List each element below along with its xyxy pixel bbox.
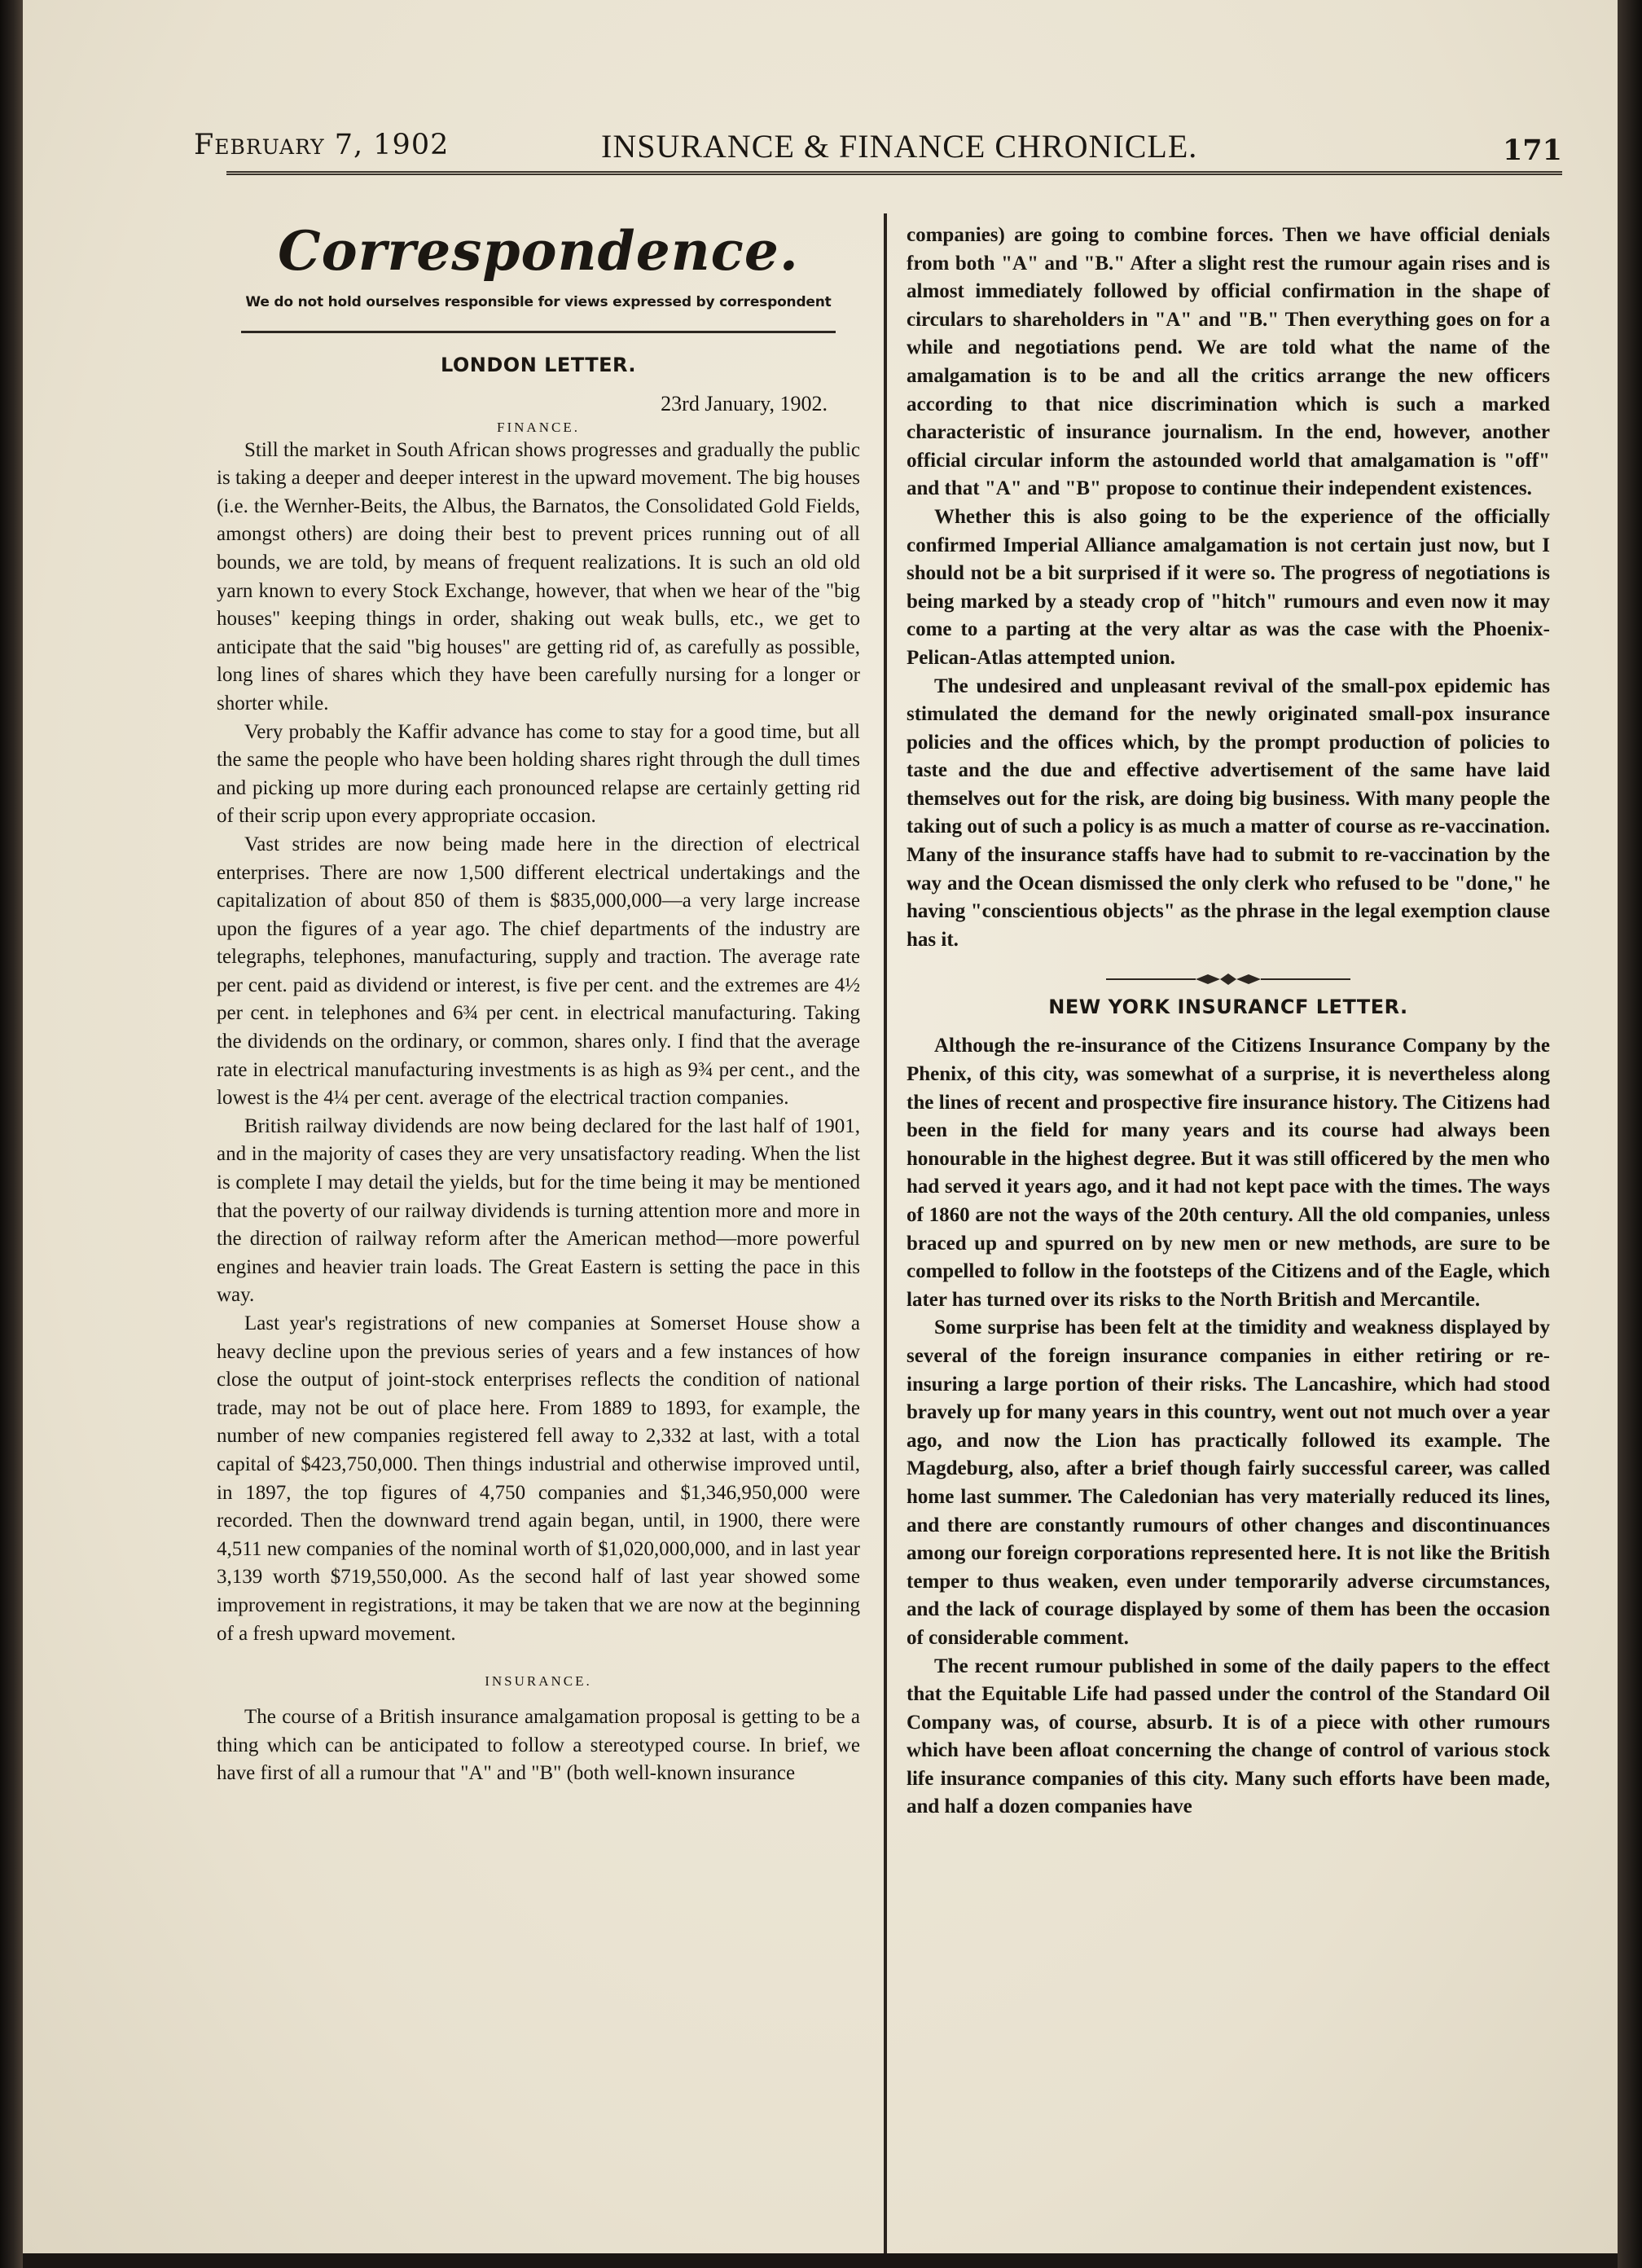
right-column: [907, 222, 1550, 1822]
finance-subhead: FINANCE.: [497, 419, 580, 435]
scan-right-edge: [1618, 0, 1642, 2268]
section-ornament: [907, 967, 1550, 982]
article-paragraph: Vast strides are now being made here in the direction of electrical enterprises. There are now 1,500 different electrical undertakings and the capitalization of about 850 of them is $835,000,000—a very large increase upon the figures of a year ago. The chief departments of the industry are telegraphs, telephones, manufacturing, supply and traction. The average rate per cent. paid as dividend or interest, is five per cent. and the extremes are 4½ per cent. in telephones and 6¾ per cent. in electrical manufacturing. Taking the dividends on the ordinary, or common, shares only. I find that the average rate in electrical manufacturing investments is as high as 9¾ per cent., and the lowest is the 4¼ per cent. average of the electrical traction companies.: [217, 833, 860, 1110]
running-header: [194, 122, 1562, 171]
article-paragraph: Although the re-insurance of the Citizens Insurance Company by the Phenix, of this city, was somewhat of a surprise, it is nevertheless along the lines of recent and prospective fire insurance history. The Citizens had been in the field for many years and its course had always been honourable in the highest degree. But it was still officered by the men who had served it years ago, and it had not kept pace with the times. The ways of 1860 are not the ways of the 20th century. All the old companies, unless braced up and spurred on by new men or new methods, are sure to be compelled to follow in the footsteps of the Citizens and of the Eagle, which later has turned over its risks to the North British and Mercantile.: [907, 1035, 1550, 1311]
london-letter-heading: LONDON LETTER.: [440, 354, 637, 376]
ornament-divider-icon: [1106, 972, 1350, 987]
left-column: [217, 218, 860, 1788]
article-paragraph-continued: companies) are going to combine forces. Then we have official denials from both "A" and "B." After a slight rest the rumour again rises and is almost immediately followed by official confirmation in the shape of circulars to shareholders in "A" and "B." Then everything goes on for a while and negotiations pend. We are told what the name of the amalgamation is to be and all the critics arrange the new officers according to that nice discrimination which is such a marked characteristic of insurance journalism. In the end, however, another official circular inform the astounded world that amalgamation is "off" and that "A" and "B" propose to continue their independent existences.: [907, 224, 1550, 500]
issue-date: February 7, 1902: [194, 129, 450, 161]
article-paragraph: Last year's registrations of new companies at Somerset House show a heavy decline upon the previous series of years and a few instances of how close the output of joint-stock enterprises reflects the condition of national trade, may not be out of place here. From 1889 to 1893, for example, the number of new companies registered fell away to 2,332 at last, with a total capital of $423,750,000. Then things industrial and otherwise improved until, in 1897, the top figures of 4,750 companies and $1,346,950,000 were recorded. Then the downward trend again began, until, in 1900, there were 4,511 new companies of the nominal worth of $1,020,000,000, and in last year 3,139 worth $719,550,000. As the second half of last year showed some improvement in registrations, it may be taken that we are now at the beginning of a fresh upward movement.: [217, 1312, 860, 1645]
insurance-subhead: INSURANCE.: [485, 1673, 592, 1690]
article-paragraph: British railway dividends are now being declared for the last half of 1901, and in the majority of cases they are very unsatisfactory reading. When the list is complete I may detail the yields, but for the time being it may be mentioned that the poverty of our railway dividends is turning attention more and more in the direction of railway reform after the American method—more powerful engines and heavier train loads. The Great Eastern is setting the pace in this way.: [217, 1114, 860, 1307]
publication-title: INSURANCE & FINANCE CHRONICLE.: [601, 128, 1198, 165]
article-paragraph: Whether this is also going to be the experience of the officially confirmed Imperial Alliance amalgamation is not certain just now, but I should not be a bit surprised if it were so. The progress of negotiations is being marked by a steady crop of "hitch" rumours and even now it may come to a parting at the very altar as was the case with the Phoenix-Pelican-Atlas attempted union.: [907, 505, 1550, 669]
page-number: 171: [1502, 134, 1562, 167]
article-paragraph: The course of a British insurance amalgamation proposal is getting to be a thing which can be anticipated to follow a stereotyped course. In brief, we have first of all a rumour that "A" and "B" (both well-known insurance: [217, 1706, 860, 1785]
london-letter-dateline: 23rd January, 1902.: [661, 392, 828, 415]
newspaper-page: [23, 0, 1618, 2253]
new-york-letter-heading: NEW YORK INSURANCF LETTER.: [1048, 996, 1408, 1019]
section-heading: Correspondence.: [278, 219, 799, 283]
section-rule: [241, 331, 836, 333]
editorial-disclaimer: We do not hold ourselves responsible for views expressed by correspondent: [245, 294, 832, 310]
header-rule: [226, 171, 1562, 175]
article-paragraph: Very probably the Kaffir advance has come to stay for a good time, but all the same the people who have been holding shares right through the dull times and picking up more during each pronounced relapse are certainly getting rid of their scrip upon every appropriate occasion.: [217, 720, 860, 828]
article-paragraph: Some surprise has been felt at the timidity and weakness displayed by several of the foreign insurance companies in either retiring or re-insuring a large portion of their risks. The Lancashire, which had stood bravely up for many years in this country, went out not much over a year ago, and now the Lion has practically followed its example. The Magdeburg, also, after a brief though fairly successful career, was called home last summer. The Caledonian has very materially reduced its lines, and there are constantly rumours of other changes and discontinuances among our foreign corporations represented here. It is not like the British temper to thus weaken, even under temporarily adverse circumstances, and the lack of courage displayed by some of them has been the occasion of considerable comment.: [907, 1316, 1550, 1649]
article-paragraph: The recent rumour published in some of the daily papers to the effect that the Equitable Life had passed under the control of the Standard Oil Company was, of course, absurb. It is of a piece with other rumours which have been afloat concerning the change of control of various stock life insurance companies of this city. Many such efforts have been made, and half a dozen companies have: [907, 1655, 1550, 1818]
scan-left-edge: [0, 0, 23, 2268]
column-divider: [884, 213, 887, 2253]
article-paragraph: Still the market in South African shows progresses and gradually the public is taking a deeper and deeper interest in the upward movement. The big houses (i.e. the Wernher-Beits, the Albus, the Barnatos, the Consolidated Gold Fields, amongst others) are doing their best to prevent prices running out of all bounds, we are told, by means of frequent realizations. It is such an old old yarn known to every Stock Exchange, however, that when we hear of the "big houses" keeping things in order, shaking out weak bulls, etc., we get to anticipate that the said "big houses" are getting rid of, as carefully as possible, long lines of shares which they have been carefully nursing for a longer or shorter while.: [217, 438, 860, 714]
article-paragraph: The undesired and unpleasant revival of the small-pox epidemic has stimulated the demand for the newly originated small-pox insurance policies and the offices which, by the prompt production of policies to taste and the due and effective advertisement of the same have laid themselves out for the risk, are doing big business. With many people the taking out of such a policy is as much a matter of course as re-vaccination. Many of the insurance staffs have had to submit to re-vaccination by the way and the Ocean dismissed the only clerk who refused to be "done," he having "conscientious objects" as the phrase in the legal exemption clause has it.: [907, 675, 1551, 951]
